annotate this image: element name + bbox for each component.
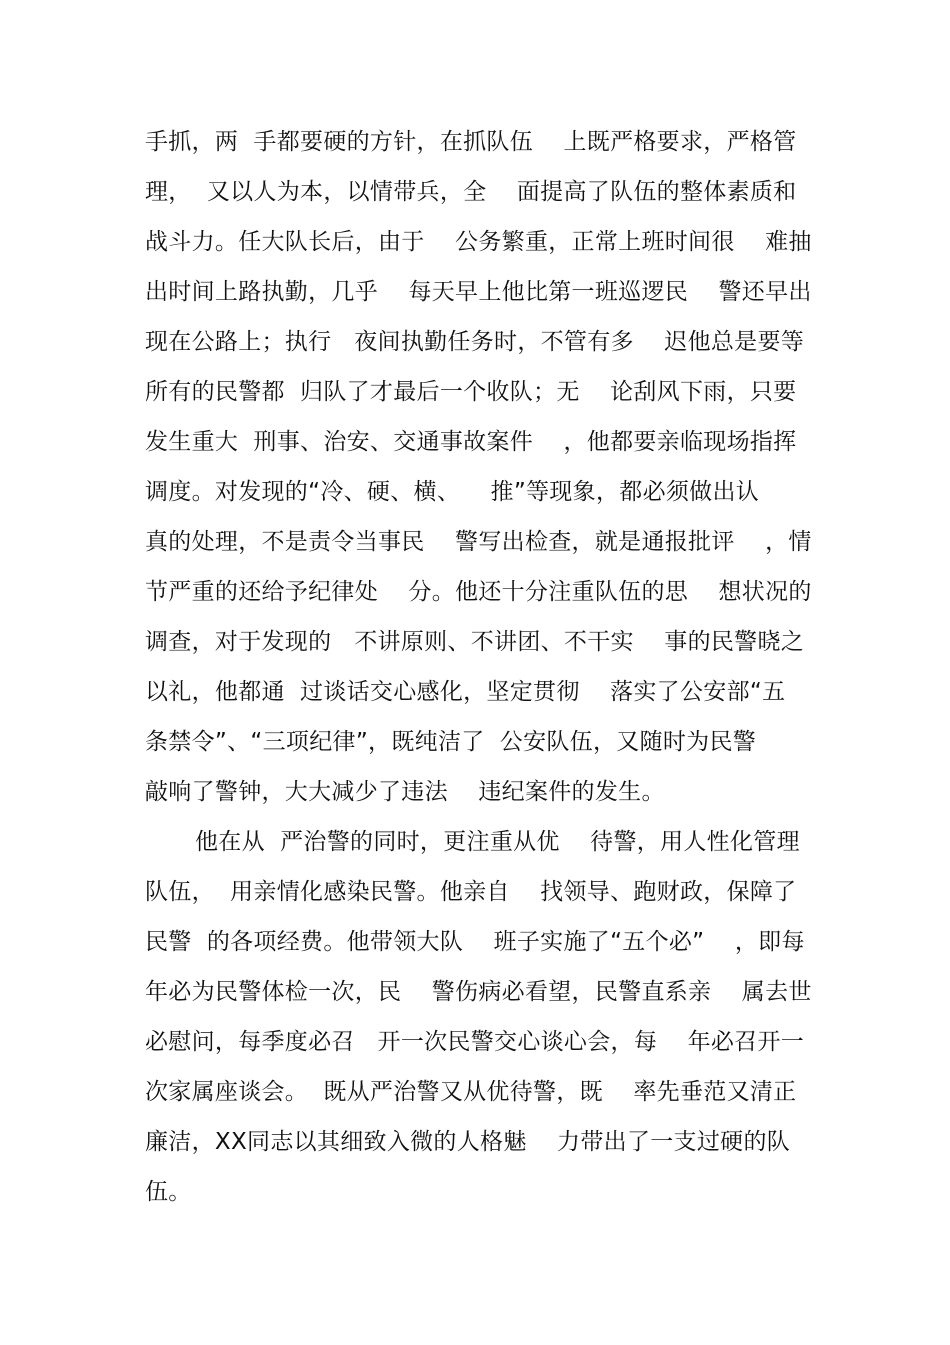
text-line: 廉洁，XX同志以其细致入微的人格魅 力带出了一支过硬的队 (145, 1129, 791, 1155)
text-line: 手抓，两 手都要硬的方针，在抓队伍 上既严格要求，严格管 (145, 129, 797, 155)
text-line: 出时间上路执勤，几乎 每天早上他比第一班巡逻民 警还早出 (145, 279, 812, 305)
paragraph-first-line: 他在从 严治警的同时，更注重从优 待警，用人性化管理 (195, 829, 800, 855)
text-line: 调查，对于发现的 不讲原则、不讲团、不干实 事的民警晓之 (145, 629, 805, 655)
text-line: 队伍， 用亲情化感染民警。他亲自 找领导、跑财政，保障了 (145, 879, 797, 905)
text-line: 调度。对发现的“冷、硬、横、 推”等现象，都必须做出认 (145, 479, 760, 505)
text-line: 年必为民警体检一次，民 警伤病必看望，民警直系亲 属去世 (145, 979, 812, 1005)
text-line: 伍。 (145, 1179, 192, 1205)
text-line: 节严重的还给予纪律处 分。他还十分注重队伍的思 想状况的 (145, 579, 812, 605)
text-line: 条禁令”、“三项纪律”，既纯洁了 公安队伍，又随时为民警 (145, 729, 757, 755)
text-line: 次家属座谈会。 既从严治警又从优待警，既 率先垂范又清正 (145, 1079, 797, 1105)
text-line: 以礼，他都通 过谈话交心感化，坚定贯彻 落实了公安部“五 (145, 679, 786, 705)
text-line: 必慰问，每季度必召 开一次民警交心谈心会，每 年必召开一 (145, 1029, 805, 1055)
text-line: 民警 的各项经费。他带领大队 班子实施了“五个必” ，即每 (145, 929, 805, 955)
text-line: 发生重大 刑事、治安、交通事故案件 ，他都要亲临现场指挥 (145, 429, 797, 455)
text-line: 真的处理，不是责令当事民 警写出检查，就是通报批评 ，情 (145, 529, 812, 555)
text-line: 现在公路上；执行 夜间执勤任务时，不管有多 迟他总是要等 (145, 329, 805, 355)
text-line: 战斗力。任大队长后，由于 公务繁重，正常上班时间很 难抽 (145, 229, 812, 255)
text-line: 所有的民警都 归队了才最后一个收队；无 论刮风下雨，只要 (145, 379, 797, 405)
text-line: 敲响了警钟，大大减少了违法 违纪案件的发生。 (145, 779, 665, 805)
text-line: 理， 又以人为本，以情带兵，全 面提高了队伍的整体素质和 (145, 179, 797, 205)
